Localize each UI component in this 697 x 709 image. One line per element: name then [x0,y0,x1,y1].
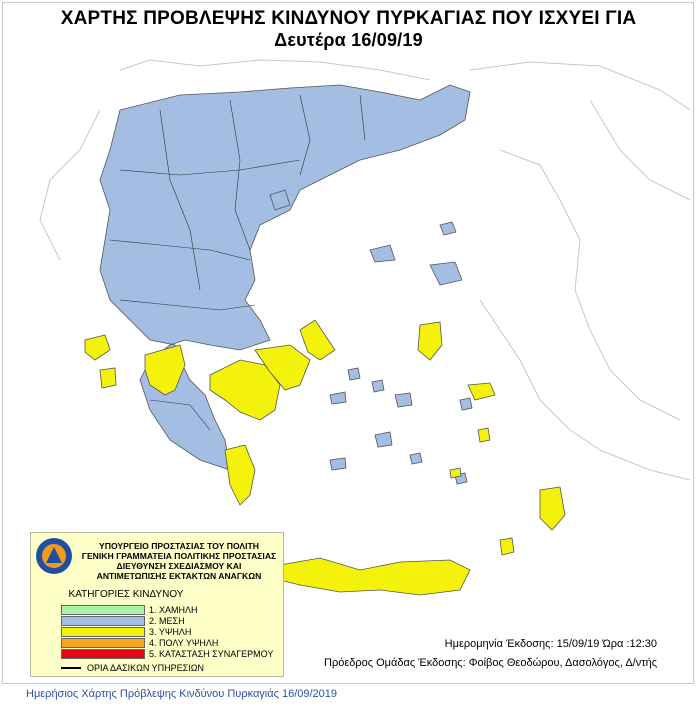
issuer: Πρόεδρος Ομάδας Έκδοσης: Φοίβος Θεοδώρου, Δασολόγος, Δ/ντής [324,657,657,669]
legend-label-high: 3. ΥΨΗΛΗ [149,627,192,637]
legend-label-medium: 2. ΜΕΣΗ [149,616,185,626]
org-line-secretariat: ΓΕΝΙΚΗ ΓΡΑΜΜΑΤΕΙΑ ΠΟΛΙΤΙΚΗΣ ΠΡΟΣΤΑΣΙΑΣ [81,551,277,561]
risk-categories-title: ΚΑΤΗΓΟΡΙΕΣ ΚΙΝΔΥΝΟΥ [68,589,184,600]
legend-item-medium [61,616,185,626]
legend-swatch-medium [61,616,145,626]
legend-label-low: 1. ΧΑΜΗΛΗ [149,605,198,615]
map-caption[interactable]: Ημερήσιος Χάρτης Πρόβλεψης Κινδύνου Πυρκαγιάς 16/09/2019 [26,688,338,700]
civil-protection-logo-icon [35,537,73,575]
legend-swatch-alarm [61,649,145,659]
legend-label-alarm: 5. ΚΑΤΑΣΤΑΣΗ ΣΥΝΑΓΕΡΜΟΥ [149,649,274,659]
issuing-organization [79,541,279,581]
medium-risk-region [100,85,472,484]
legend-label-very-high: 4. ΠΟΛΥ ΥΨΗΛΗ [149,638,219,648]
legend-swatch-high [61,627,145,637]
legend-swatch-low [61,605,145,615]
map-title: ΧΑΡΤΗΣ ΠΡΟΒΛΕΨΗΣ ΚΙΝΔΥΝΟΥ ΠΥΡΚΑΓΙΑΣ ΠΟΥ ΙΣΧΥΕΙ ΓΙΑ [60,8,637,29]
legend-label-borders: ΟΡΙΑ ΔΑΣΙΚΩΝ ΥΠΗΡΕΣΙΩΝ [87,663,204,673]
org-line-emergency: ΑΝΤΙΜΕΤΩΠΙΣΗΣ ΕΚΤΑΚΤΩΝ ΑΝΑΓΚΩΝ [96,571,262,581]
legend-item-very-high [61,638,218,648]
legend-item-borders [61,663,204,673]
map-date: Δευτέρα 16/09/19 [274,30,423,50]
legend-item-high [61,627,191,637]
org-line-directorate: ΔΙΕΥΘΥΝΣΗ ΣΧΕΔΙΑΣΜΟΥ ΚΑΙ [116,561,242,571]
map-legend [30,532,284,677]
border-line-icon [61,667,81,669]
legend-item-alarm [61,649,273,659]
legend-swatch-very-high [61,638,145,648]
legend-item-low [61,605,198,615]
org-line-ministry: ΥΠΟΥΡΓΕΙΟ ΠΡΟΣΤΑΣΙΑΣ ΤΟΥ ΠΟΛΙΤΗ [99,541,259,551]
issue-date: Ημερομηνία Έκδοσης: 15/09/19 Ώρα :12:30 [444,638,657,650]
